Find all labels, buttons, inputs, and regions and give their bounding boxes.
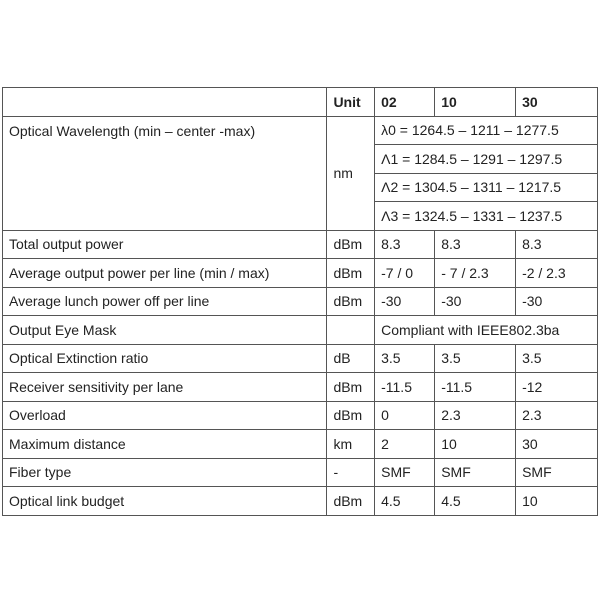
- table-row: [3, 259, 598, 288]
- header-param: [3, 88, 327, 117]
- row-param: Average lunch power off per line: [3, 287, 327, 316]
- row-value-02: 2: [375, 430, 435, 459]
- table-row: [3, 316, 598, 345]
- row-unit: dBm: [327, 487, 375, 516]
- row-param: Average output power per line (min / max): [3, 259, 327, 288]
- wavelength-unit: nm: [327, 116, 375, 230]
- wavelength-lane-0: λ0 = 1264.5 – 1211 – 1277.5: [375, 116, 598, 145]
- row-value-30: -2 / 2.3: [516, 259, 598, 288]
- row-param: Optical Extinction ratio: [3, 344, 327, 373]
- wavelength-param: Optical Wavelength (min – center -max): [3, 116, 327, 230]
- header-col-30: 30: [516, 88, 598, 117]
- table-row: [3, 401, 598, 430]
- row-value-10: 4.5: [435, 487, 516, 516]
- row-value-10: 2.3: [435, 401, 516, 430]
- row-value-30: 2.3: [516, 401, 598, 430]
- row-value-10: -11.5: [435, 373, 516, 402]
- row-unit: dBm: [327, 401, 375, 430]
- table-row: [3, 458, 598, 487]
- table-row: [3, 287, 598, 316]
- table-row: [3, 487, 598, 516]
- wavelength-lane-3: Λ3 = 1324.5 – 1331 – 1237.5: [375, 202, 598, 231]
- row-value-10: 10: [435, 430, 516, 459]
- wavelength-lane-1: Λ1 = 1284.5 – 1291 – 1297.5: [375, 145, 598, 174]
- row-param: Output Eye Mask: [3, 316, 327, 345]
- row-value-10: - 7 / 2.3: [435, 259, 516, 288]
- row-value-10: 8.3: [435, 230, 516, 259]
- row-value-02: SMF: [375, 458, 435, 487]
- header-col-10: 10: [435, 88, 516, 117]
- header-unit: Unit: [327, 88, 375, 117]
- row-value-10: 3.5: [435, 344, 516, 373]
- row-param: Optical link budget: [3, 487, 327, 516]
- row-value-30: 8.3: [516, 230, 598, 259]
- row-param: Receiver sensitivity per lane: [3, 373, 327, 402]
- row-value-30: SMF: [516, 458, 598, 487]
- table-row: [3, 344, 598, 373]
- spec-table: [2, 87, 598, 516]
- row-value-02: -11.5: [375, 373, 435, 402]
- table-row-wavelength: [3, 116, 598, 145]
- row-param: Total output power: [3, 230, 327, 259]
- row-value-02: 8.3: [375, 230, 435, 259]
- row-value-30: 10: [516, 487, 598, 516]
- row-unit: -: [327, 458, 375, 487]
- row-value-02: 4.5: [375, 487, 435, 516]
- row-value-merged: Compliant with IEEE802.3ba: [375, 316, 598, 345]
- row-param: Fiber type: [3, 458, 327, 487]
- row-unit: dBm: [327, 287, 375, 316]
- row-value-02: 3.5: [375, 344, 435, 373]
- row-value-10: -30: [435, 287, 516, 316]
- row-unit: km: [327, 430, 375, 459]
- row-value-02: -7 / 0: [375, 259, 435, 288]
- row-param: Maximum distance: [3, 430, 327, 459]
- table-row: [3, 373, 598, 402]
- table-row: [3, 230, 598, 259]
- row-value-30: -12: [516, 373, 598, 402]
- wavelength-lane-2: Λ2 = 1304.5 – 1311 – 1217.5: [375, 173, 598, 202]
- row-unit: dBm: [327, 373, 375, 402]
- row-unit: dB: [327, 344, 375, 373]
- row-param: Overload: [3, 401, 327, 430]
- header-row: [3, 88, 598, 117]
- row-value-02: -30: [375, 287, 435, 316]
- row-value-30: 3.5: [516, 344, 598, 373]
- row-value-30: -30: [516, 287, 598, 316]
- row-unit: dBm: [327, 259, 375, 288]
- row-value-02: 0: [375, 401, 435, 430]
- header-col-02: 02: [375, 88, 435, 117]
- row-unit: dBm: [327, 230, 375, 259]
- row-unit: [327, 316, 375, 345]
- table-row: [3, 430, 598, 459]
- row-value-10: SMF: [435, 458, 516, 487]
- row-value-30: 30: [516, 430, 598, 459]
